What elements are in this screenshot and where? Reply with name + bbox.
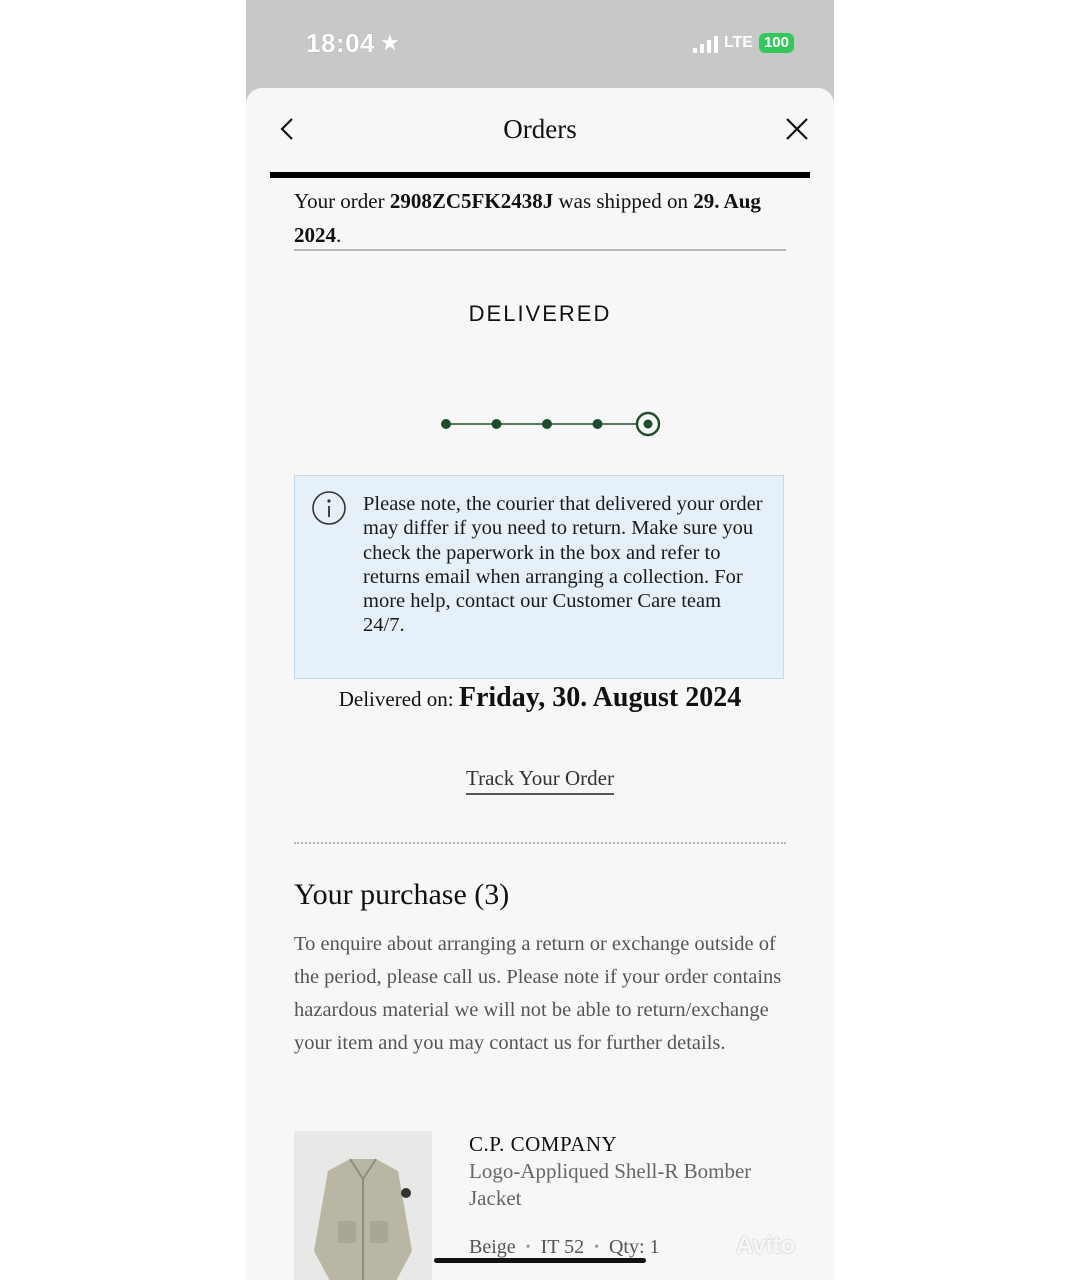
progress-step xyxy=(593,419,603,429)
courier-note xyxy=(294,475,784,679)
status-indicators xyxy=(693,30,794,56)
product-qty: Qty: 1 xyxy=(608,1236,660,1258)
delivered-label: Delivered on: xyxy=(338,687,459,711)
meta-separator: • xyxy=(594,1239,599,1255)
info-icon xyxy=(311,490,347,526)
delivered-on xyxy=(246,682,834,714)
shipment-prefix: Your order xyxy=(294,189,390,213)
order-status: DELIVERED xyxy=(468,301,612,326)
order-number: 2908ZC5FK2438J xyxy=(389,189,554,213)
shipment-summary xyxy=(294,184,789,252)
track-order-link[interactable]: Track Your Order xyxy=(466,766,614,795)
phone-screen xyxy=(246,0,834,1280)
product-brand: C.P. COMPANY xyxy=(469,1132,618,1156)
note-text: Please note, the courier that delivered your order may differ if you need to return. Make sure you check the paperwork in the box and refer to returns email when arranging a collection. For more help, contact our Customer Care team 24/7. xyxy=(363,493,763,637)
progress-step xyxy=(441,419,451,429)
shipped-date: 29. Aug 2024 xyxy=(294,189,761,247)
summary-divider xyxy=(294,249,786,251)
header-divider xyxy=(270,172,810,178)
network-type: LTE xyxy=(723,34,753,51)
header xyxy=(246,88,834,178)
status-bar xyxy=(246,0,834,95)
product-meta xyxy=(469,1236,660,1259)
section-divider xyxy=(294,842,786,844)
purchase-description: To enquire about arranging a return or exchange outside of the period, please call us. Please note if your order contains hazardous material we will not be able to return/exchange your item and you may contact us for further details. xyxy=(294,933,782,1054)
star-icon: ★ xyxy=(380,30,400,55)
jacket-image xyxy=(294,1131,432,1280)
home-indicator xyxy=(434,1258,646,1263)
track-order-wrapper xyxy=(246,766,834,791)
progress-step xyxy=(492,419,502,429)
product-color: Beige xyxy=(469,1236,516,1258)
product-image[interactable] xyxy=(294,1131,432,1280)
signal-icon xyxy=(693,33,718,53)
shipment-middle: was shipped on xyxy=(553,189,694,213)
progress-step xyxy=(542,419,552,429)
delivered-date: Friday, 30. August 2024 xyxy=(458,682,742,713)
avito-watermark: Avito xyxy=(736,1232,796,1259)
page-title: Orders xyxy=(503,114,577,144)
product-size: IT 52 xyxy=(540,1236,585,1258)
battery-icon: 100 xyxy=(759,33,794,53)
orders-sheet xyxy=(246,88,834,1280)
shipment-suffix: . xyxy=(336,223,342,247)
product-name[interactable]: Logo-Appliqued Shell-R Bomber Jacket xyxy=(469,1159,752,1210)
delivery-progress xyxy=(438,406,668,442)
progress-step-current xyxy=(644,420,653,429)
close-icon[interactable] xyxy=(784,116,810,142)
meta-separator: • xyxy=(525,1239,531,1255)
purchase-title: Your purchase (3) xyxy=(294,878,510,911)
status-time: 18:04 xyxy=(306,28,375,58)
